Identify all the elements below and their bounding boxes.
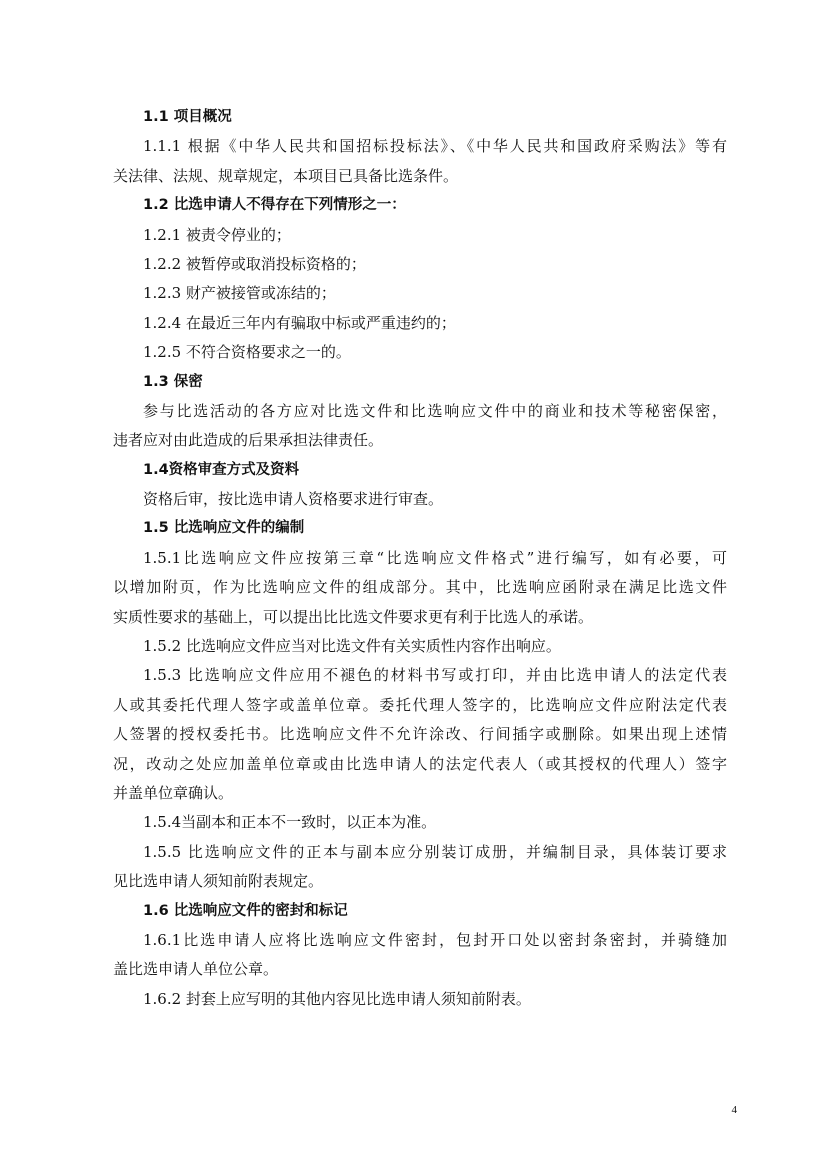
text-line: 1.2.1 被责令停业的；: [143, 225, 291, 244]
text-line: 以增加附页，作为比选响应文件的组成部分。其中，比选响应函附录在满足比选文件: [113, 578, 727, 597]
text-line: 人签署的授权委托书。比选响应文件不允许涂改、行间插字或删除。如果出现上述情: [113, 725, 727, 744]
section-heading: 1.2 比选申请人不得存在下列情形之一：: [143, 197, 406, 214]
text-line: 1.2.2 被暂停或取消投标资格的；: [143, 254, 366, 273]
section-heading: 1.6 比选响应文件的密封和标记: [143, 902, 348, 919]
text-line: 1.5.4当副本和正本不一致时，以正本为准。: [143, 813, 437, 832]
text-line: 1.2.3 财产被接管或冻结的；: [143, 284, 336, 303]
document-body: [113, 103, 727, 1014]
section-heading: 1.5 比选响应文件的编制: [143, 520, 305, 537]
text-line: 1.2.4 在最近三年内有骗取中标或严重违约的；: [143, 313, 456, 332]
text-line: 资格后审，按比选申请人资格要求进行审查。: [143, 490, 444, 509]
text-line: 1.1.1 根据《中华人民共和国招标投标法》、《中华人民共和国政府采购法》等有: [143, 137, 727, 156]
page-number: 4: [731, 1104, 737, 1116]
text-line: 关法律、法规、规章规定，本项目已具备比选条件。: [113, 166, 459, 185]
text-line: 1.5.3 比选响应文件应用不褪色的材料书写或打印，并由比选申请人的法定代表: [143, 666, 727, 685]
text-line: 1.5.2 比选响应文件应当对比选文件有关实质性内容作出响应。: [143, 637, 561, 656]
text-line: 况，改动之处应加盖单位章或由比选申请人的法定代表人（或其授权的代理人）签字: [113, 754, 727, 773]
text-line: 1.6.1比选申请人应将比选响应文件密封，包封开口处以密封条密封，并骑缝加: [143, 930, 727, 949]
text-line: 盖比选申请人单位公章。: [113, 960, 279, 979]
section-heading: 1.1 项目概况: [143, 109, 232, 125]
text-line: 参与比选活动的各方应对比选文件和比选响应文件中的商业和技术等秘密保密，: [143, 401, 727, 420]
text-line: 1.5.5 比选响应文件的正本与副本应分别装订成册，并编制目录，具体装订要求: [143, 842, 727, 861]
text-line: 1.2.5 不符合资格要求之一的。: [143, 343, 351, 362]
text-line: 实质性要求的基础上，可以提出比比选文件要求更有利于比选人的承诺。: [113, 607, 594, 626]
section-heading: 1.3 保密: [143, 373, 203, 390]
text-line: 见比选申请人须知前附表规定。: [113, 872, 324, 891]
section-heading: 1.4资格审查方式及资料: [143, 461, 300, 478]
text-line: 人或其委托代理人签字或盖单位章。委托代理人签字的，比选响应文件应附法定代表: [113, 695, 727, 714]
text-line: 并盖单位章确认。: [113, 783, 234, 802]
text-line: 1.6.2 封套上应写明的其他内容见比选申请人须知前附表。: [143, 989, 531, 1008]
text-line: 违者应对由此造成的后果承担法律责任。: [113, 431, 384, 450]
text-line: 1.5.1比选响应文件应按第三章“比选响应文件格式”进行编写，如有必要，可: [143, 548, 727, 567]
